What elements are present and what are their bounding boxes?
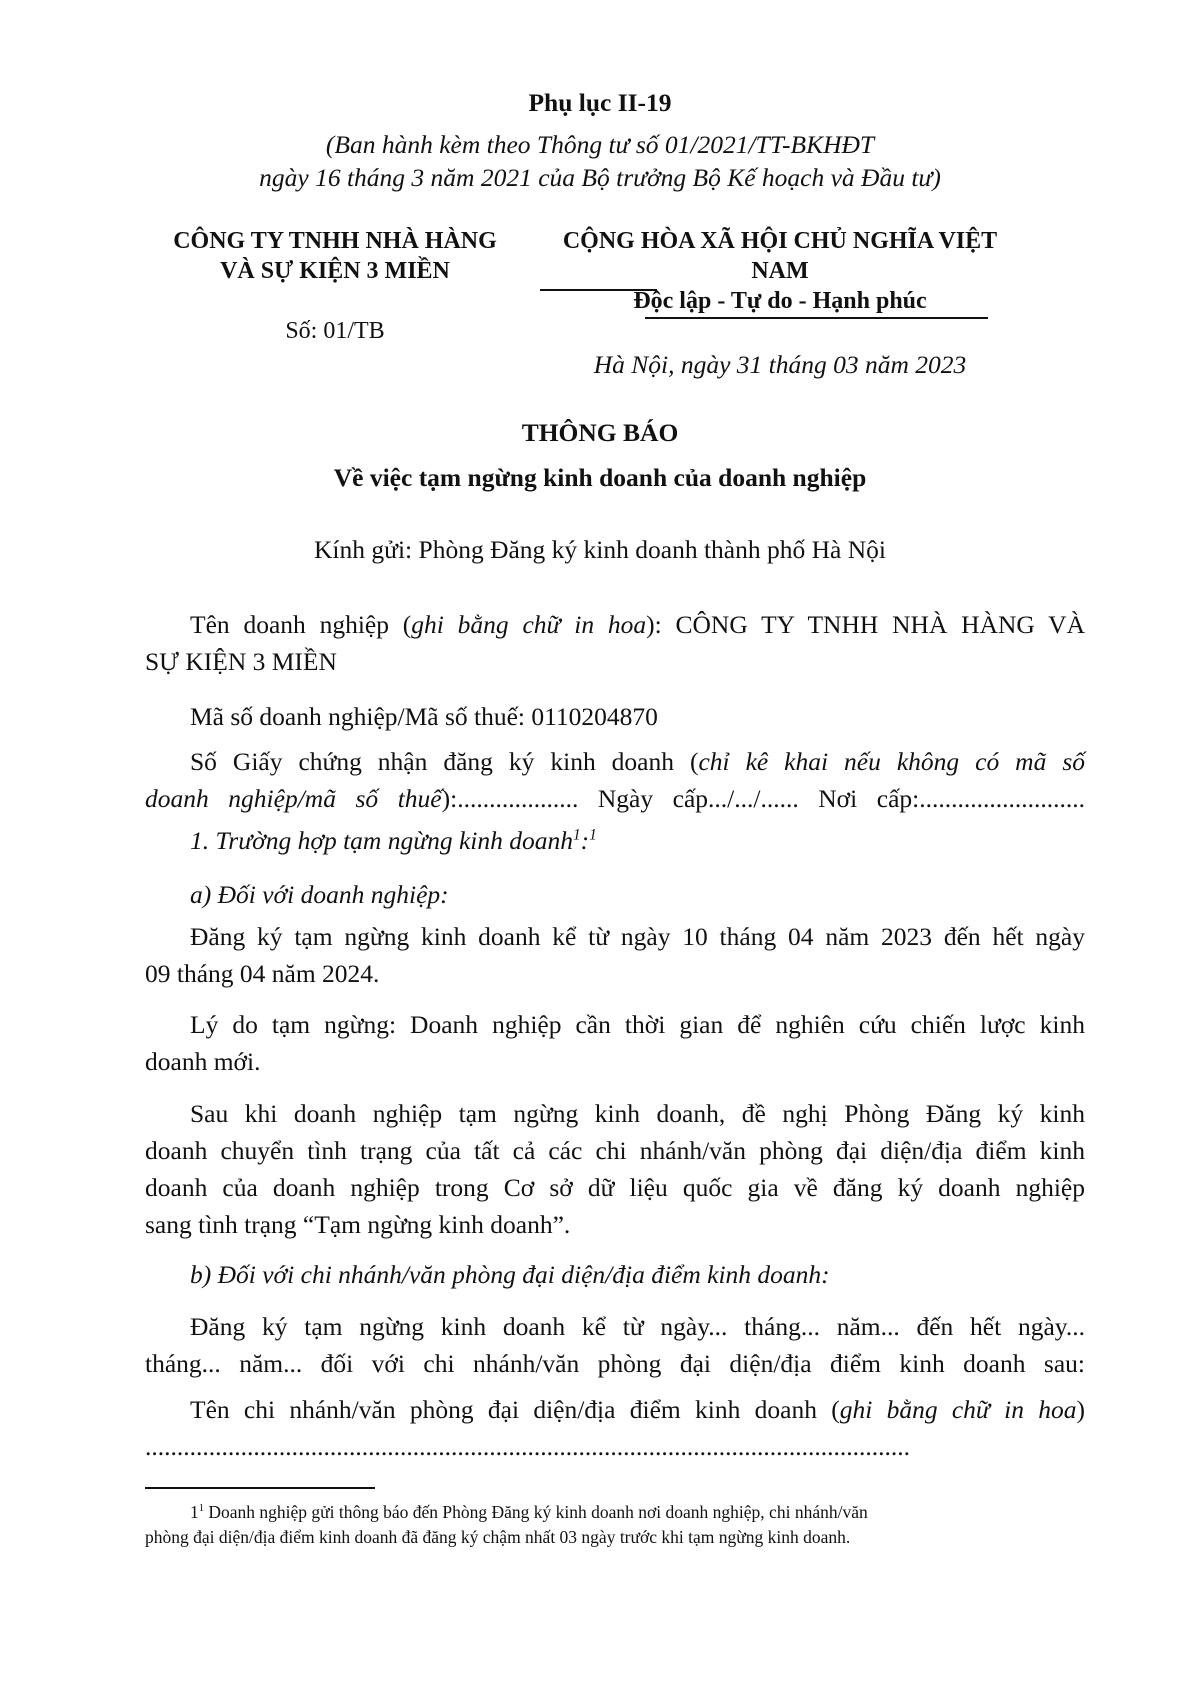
republic-line-1: CỘNG HÒA XÃ HỘI CHỦ NGHĨA VIỆT: [562, 228, 998, 254]
document-number: Số: 01/TB: [285, 318, 385, 344]
national-motto: Độc lập - Tự do - Hạnh phúc: [633, 288, 927, 314]
certificate-row-2: [145, 780, 1085, 817]
certificate-label: Số Giấy chứng nhận đăng ký kinh doanh (: [190, 747, 699, 776]
b-period-line-1: Đăng ký tạm ngừng kinh doanh kể từ ngày... tháng... năm... đến hết ngày...: [190, 1312, 1085, 1341]
certificate-rest: ):................... Ngày cấp.../.../...... Nơi cấp:..........................: [441, 784, 1085, 813]
republic-line-2: NAM: [751, 258, 809, 284]
branch-dots: ........................................................................................................................: [145, 1432, 910, 1461]
case-footnote-ref-2: 1: [589, 826, 597, 844]
footnote-separator: [145, 1487, 375, 1489]
a-period-paragraph: [145, 918, 1085, 992]
a-period-line-1: Đăng ký tạm ngừng kinh doanh kể từ ngày 10 tháng 04 năm 2023 đến hết ngày: [190, 922, 1085, 951]
place-date: Hà Nội, ngày 31 tháng 03 năm 2023: [593, 350, 967, 379]
reason-line-2: doanh mới.: [145, 1047, 261, 1076]
notice-title: THÔNG BÁO: [521, 418, 679, 447]
footnote-sup: 1: [198, 1503, 204, 1515]
section-a-heading: a) Đối với doanh nghiệp:: [190, 880, 449, 909]
a-period-line-2: 09 tháng 04 năm 2024.: [145, 959, 380, 988]
certificate-hint-1: chỉ kê khai nếu không có mã số: [698, 747, 1085, 776]
b-period-paragraph: [145, 1308, 1085, 1382]
issued-line-1: (Ban hành kèm theo Thông tư số 01/2021/TT-BKHĐT: [325, 130, 875, 159]
case-heading-colon: :: [580, 826, 590, 855]
company-name-line-1: CÔNG TY TNHH NHÀ HÀNG: [173, 228, 497, 254]
footnote-text-1: Doanh nghiệp gửi thông báo đến Phòng Đăng ký kinh doanh nơi doanh nghiệp, chi nhánh/văn: [204, 1502, 868, 1522]
footnote-line-2: phòng đại diện/địa điểm kinh doanh đã đăng ký chậm nhất 03 ngày trước khi tạm ngừng kinh doanh.: [145, 1527, 851, 1547]
issued-line-2: ngày 16 tháng 3 năm 2021 của Bộ trưởng Bộ Kế hoạch và Đầu tư): [259, 163, 941, 192]
company-name-label: Tên doanh nghiệp (: [190, 610, 412, 639]
branch-hint: ghi bằng chữ in hoa: [839, 1395, 1077, 1424]
motto-underline: [645, 317, 988, 319]
after-line-4: sang tình trạng “Tạm ngừng kinh doanh”.: [145, 1210, 571, 1239]
company-name-row: [145, 606, 1085, 643]
section-b-heading: b) Đối với chi nhánh/văn phòng đại diện/địa điểm kinh doanh:: [190, 1260, 830, 1289]
b-period-line-2: tháng... năm... đối với chi nhánh/văn phòng đại diện/địa điểm kinh doanh sau:: [145, 1349, 1085, 1378]
after-line-3: doanh của doanh nghiệp trong Cơ sở dữ liệu quốc gia về đăng ký doanh nghiệp: [145, 1173, 1085, 1202]
company-name-value-cont: SỰ KIỆN 3 MIỀN: [145, 647, 337, 676]
company-name-value: ): CÔNG TY TNHH NHÀ HÀNG VÀ: [646, 610, 1085, 639]
reason-line-1: Lý do tạm ngừng: Doanh nghiệp cần thời gian để nghiên cứu chiến lược kinh: [190, 1010, 1085, 1039]
after-line-2: doanh chuyển tình trạng của tất cả các chi nhánh/văn phòng đại diện/địa điểm kinh: [145, 1136, 1085, 1165]
certificate-hint-2: doanh nghiệp/mã số thuế: [145, 784, 442, 813]
case-footnote-ref: 1: [573, 826, 581, 844]
reason-paragraph: [145, 1006, 1085, 1080]
case-heading-text: 1. Trường hợp tạm ngừng kinh doanh: [190, 826, 574, 855]
notice-subject: Về việc tạm ngừng kinh doanh của doanh nghiệp: [333, 463, 867, 492]
branch-row: [145, 1391, 1085, 1428]
branch-close: ): [1076, 1395, 1085, 1424]
case-heading: [190, 826, 597, 856]
company-name-paragraph: [145, 606, 1085, 680]
footnote: [145, 1500, 1085, 1550]
company-name-hint: ghi bằng chữ in hoa: [411, 610, 647, 639]
after-line-1: Sau khi doanh nghiệp tạm ngừng kinh doanh, đề nghị Phòng Đăng ký kinh: [190, 1099, 1085, 1128]
after-paragraph: [145, 1095, 1085, 1243]
footnote-mark: 1: [190, 1502, 199, 1522]
certificate-row-1: [145, 743, 1085, 780]
appendix-title: Phụ lục II-19: [528, 88, 672, 117]
tax-code-line: Mã số doanh nghiệp/Mã số thuế: 0110204870: [190, 702, 658, 731]
certificate-paragraph: [145, 743, 1085, 817]
company-name-line-2: VÀ SỰ KIỆN 3 MIỀN: [220, 258, 450, 284]
branch-paragraph: [145, 1391, 1085, 1465]
branch-label: Tên chi nhánh/văn phòng đại diện/địa điểm kinh doanh (: [190, 1395, 840, 1424]
footnote-line-1: [145, 1500, 1085, 1525]
recipient-line: Kính gửi: Phòng Đăng ký kinh doanh thành phố Hà Nội: [314, 535, 886, 564]
